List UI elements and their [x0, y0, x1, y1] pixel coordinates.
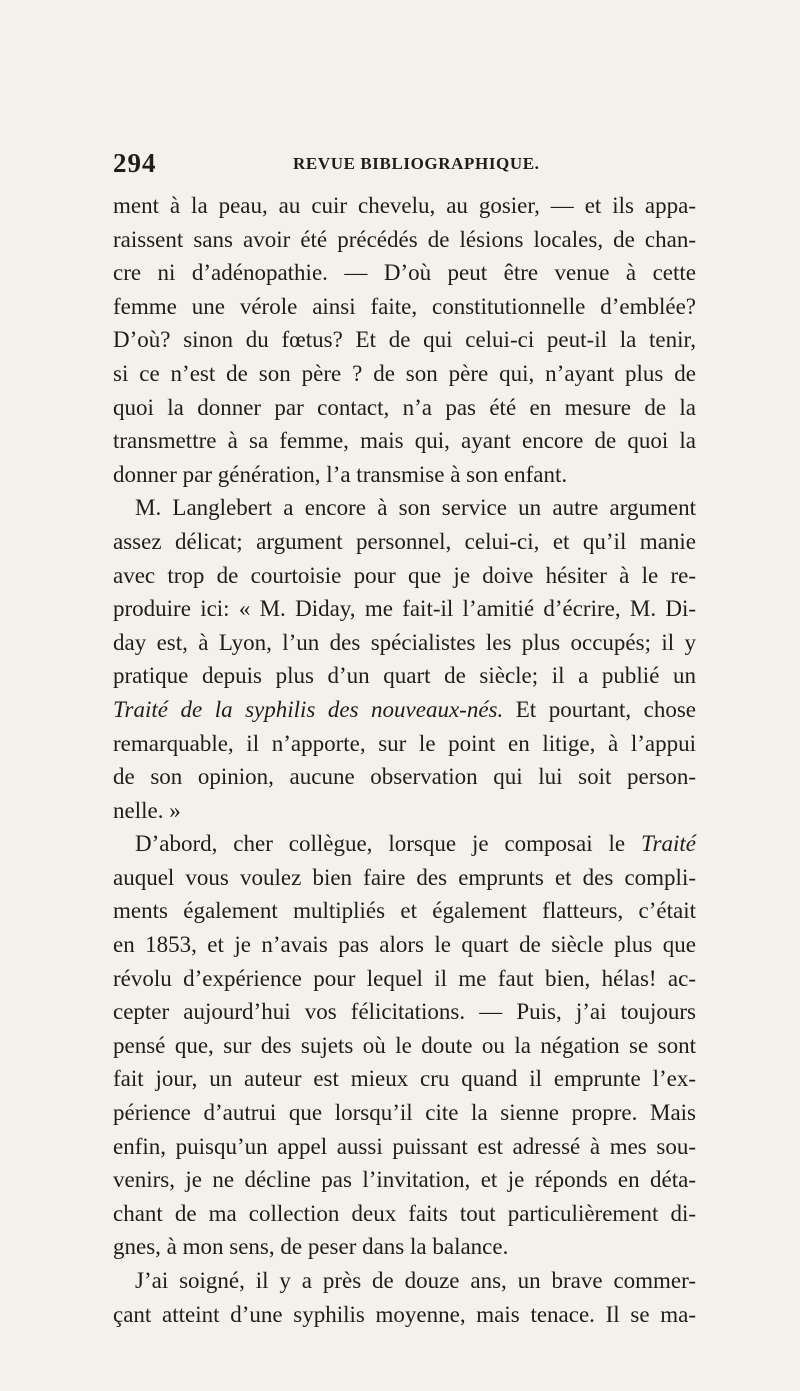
text-line: ments également multipliés et également flatteurs, c’était	[113, 898, 696, 924]
paragraph-last-line: nelle. »	[113, 797, 181, 823]
text-line: fait jour, un auteur est mieux cru quand il emprunte l’ex-	[113, 1066, 696, 1092]
text-line: auquel vous voulez bien faire des emprunts et des compli-	[113, 864, 696, 890]
page-number: 294	[113, 148, 157, 178]
text-line: quoi la donner par contact, n’a pas été en mesure de la	[113, 394, 696, 420]
text-line: pratique depuis plus d’un quart de siècle; il a publié un	[113, 663, 696, 689]
text-line: assez délicat; argument personnel, celui-ci, et qu’il manie	[113, 528, 696, 554]
text-line: cre ni d’adénopathie. — D’où peut être venue à cette	[113, 260, 696, 286]
italic-word: Traité	[641, 831, 696, 857]
body-text	[113, 189, 696, 1331]
paragraph-last-line: donner par génération, l’a transmise à son enfant.	[113, 461, 568, 487]
text-line: si ce n’est de son père ? de son père qui, n’ayant plus de	[113, 360, 696, 386]
text-line: femme une vérole ainsi faite, constitutionnelle d’emblée?	[113, 293, 696, 319]
running-title: REVUE BIBLIOGRAPHIQUE.	[293, 154, 540, 173]
paragraph-first-line: M. Langlebert a encore à son service un autre argument	[135, 495, 696, 521]
paragraph-last-line: gnes, à mon sens, de peser dans la balance.	[113, 1234, 509, 1260]
text-line: révolu d’expérience pour lequel il me faut bien, hélas! ac-	[113, 965, 696, 991]
text-line: venirs, je ne décline pas l’invitation, et je réponds en déta-	[113, 1167, 696, 1193]
paragraph-first-line: J’ai soigné, il y a près de douze ans, un brave commer-	[135, 1268, 696, 1293]
text-line: avec trop de courtoisie pour que je doive hésiter à le re-	[113, 562, 696, 588]
text-line: enfin, puisqu’un appel aussi puissant est adressé à mes sou-	[113, 1133, 696, 1159]
text-line: cepter aujourd’hui vos félicitations. — Puis, j’ai toujours	[113, 999, 696, 1025]
page-header	[113, 148, 693, 178]
text-line: en 1853, et je n’avais pas alors le quart de siècle plus que	[113, 932, 696, 958]
text-line: çant atteint d’une syphilis moyenne, mais tenace. Il se ma-	[113, 1301, 696, 1327]
text-fragment: Et pourtant, chose	[503, 696, 696, 722]
book-title: Traité de la syphilis des nouveaux-nés.	[113, 696, 504, 722]
text-line: day est, à Lyon, l’un des spécialistes les plus occupés; il y	[113, 629, 696, 655]
text-line-with-book-title	[113, 693, 696, 727]
paragraph-first-line	[113, 827, 696, 861]
text-line: transmettre à sa femme, mais qui, ayant encore de quoi la	[113, 428, 696, 454]
text-line: périence d’autrui que lorsqu’il cite la sienne propre. Mais	[113, 1100, 696, 1126]
text-fragment: D’abord, cher collègue, lorsque je composai le	[135, 831, 642, 857]
text-line: ment à la peau, au cuir chevelu, au gosier, — et ils appa-	[113, 193, 696, 218]
text-line: pensé que, sur des sujets où le doute ou la négation se sont	[113, 1032, 696, 1058]
text-line: chant de ma collection deux faits tout particulièrement di-	[113, 1200, 696, 1226]
text-line: raissent sans avoir été précédés de lésions locales, de chan-	[113, 226, 696, 252]
text-line: remarquable, il n’apporte, sur le point en litige, à l’appui	[113, 730, 696, 756]
text-line: D’où? sinon du fœtus? Et de qui celui-ci peut-il la tenir,	[113, 327, 696, 353]
text-line: de son opinion, aucune observation qui lui soit person-	[113, 764, 696, 790]
text-line: produire ici: « M. Diday, me fait-il l’amitié d’écrire, M. Di-	[113, 596, 696, 622]
